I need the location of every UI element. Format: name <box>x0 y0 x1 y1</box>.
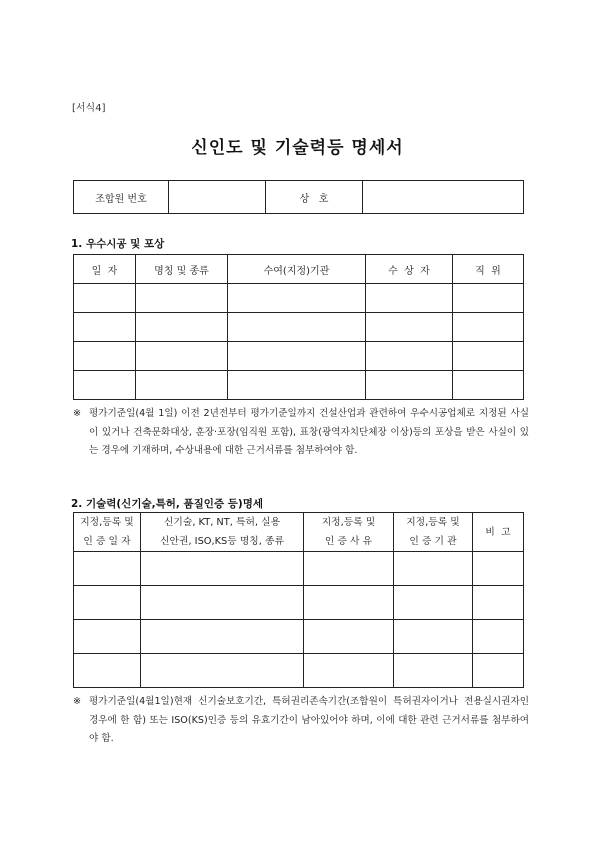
table-row <box>74 552 524 586</box>
table-cell[interactable] <box>453 284 524 313</box>
col-name-type: 명칭 및 종류 <box>136 255 228 284</box>
form-id: [서식4] <box>72 103 106 114</box>
col-date: 일 자 <box>74 255 136 284</box>
table-cell[interactable] <box>366 284 453 313</box>
table-cell[interactable] <box>74 284 136 313</box>
member-no-label: 조합원 번호 <box>74 181 169 214</box>
table-row <box>74 371 524 400</box>
col-recipient: 수 상 자 <box>366 255 453 284</box>
document-title: 신인도 및 기술력등 명세서 <box>191 138 404 158</box>
section2-title: 2. 기술력(신기술,특허, 품질인증 등)명세 <box>71 498 263 510</box>
table-cell[interactable] <box>304 552 394 586</box>
table-row <box>74 586 524 620</box>
col-remarks: 비 고 <box>473 513 524 552</box>
table-cell[interactable] <box>141 620 304 654</box>
table-cell[interactable] <box>473 620 524 654</box>
table-cell[interactable] <box>228 371 366 400</box>
trade-name-field[interactable] <box>363 181 524 214</box>
trade-name-label: 상 호 <box>266 181 363 214</box>
section2-note <box>73 693 529 749</box>
table-cell[interactable] <box>366 313 453 342</box>
table-cell[interactable] <box>228 342 366 371</box>
table-cell[interactable] <box>394 620 473 654</box>
table-cell[interactable] <box>453 313 524 342</box>
member-no-field[interactable] <box>169 181 266 214</box>
table-cell[interactable] <box>228 284 366 313</box>
table-cell[interactable] <box>74 342 136 371</box>
table-cell[interactable] <box>74 313 136 342</box>
table-cell[interactable] <box>136 313 228 342</box>
table-cell[interactable] <box>366 371 453 400</box>
table-cell[interactable] <box>304 586 394 620</box>
table-cell[interactable] <box>304 654 394 688</box>
note-text: 평가기준일(4월1일)현재 신기술보호기간, 특허권리존속기간(조합원이 특허권자이거나 전용실시권자인 경우에 한 함) 또는 ISO(KS)인증 등의 유효기간이 남아있어야 하며, 이에 대한 관련 근거서류를 첨부하여야 함. <box>89 696 529 744</box>
awards-header-row <box>74 255 524 284</box>
table-row <box>74 620 524 654</box>
table-cell[interactable] <box>136 284 228 313</box>
table-cell[interactable] <box>473 586 524 620</box>
table-cell[interactable] <box>136 342 228 371</box>
note-mark: ※ <box>73 408 82 419</box>
table-cell[interactable] <box>74 654 141 688</box>
table-cell[interactable] <box>74 552 141 586</box>
table-row <box>74 342 524 371</box>
table-cell[interactable] <box>473 654 524 688</box>
col-issuer: 수여(지정)기관 <box>228 255 366 284</box>
section1-title: 1. 우수시공 및 포상 <box>71 238 165 250</box>
table-row <box>74 284 524 313</box>
technology-table <box>73 512 524 688</box>
awards-table <box>73 254 524 400</box>
table-cell[interactable] <box>228 313 366 342</box>
col-position: 직 위 <box>453 255 524 284</box>
table-cell[interactable] <box>453 371 524 400</box>
table-cell[interactable] <box>394 586 473 620</box>
table-cell[interactable] <box>366 342 453 371</box>
table-cell[interactable] <box>394 552 473 586</box>
table-cell[interactable] <box>141 552 304 586</box>
col-registration-reason: 지정,등록 및 인 증 사 유 <box>304 513 394 552</box>
col-tech-name-type: 신기술, KT, NT, 특허, 실용 신안권, ISO,KS등 명칭, 종류 <box>141 513 304 552</box>
col-registration-date: 지정,등록 및 인 증 일 자 <box>74 513 141 552</box>
table-cell[interactable] <box>141 586 304 620</box>
table-cell[interactable] <box>394 654 473 688</box>
table-cell[interactable] <box>453 342 524 371</box>
table-cell[interactable] <box>141 654 304 688</box>
col-registration-agency: 지정,등록 및 인 증 기 관 <box>394 513 473 552</box>
member-info-table <box>73 180 524 214</box>
table-cell[interactable] <box>74 371 136 400</box>
table-cell[interactable] <box>74 586 141 620</box>
technology-header-row <box>74 513 524 552</box>
table-row <box>74 654 524 688</box>
table-row <box>74 313 524 342</box>
note-mark: ※ <box>73 696 82 707</box>
note-text: 평가기준일(4월 1일) 이전 2년전부터 평가기준일까지 건설산업과 관련하여 우수시공업체로 지정된 사실이 있거나 건축문화대상, 훈장·포장(임직원 포함), 표창(광역자치단체장 이상)등의 포상을 받은 사실이 있는 경우에 기재하며, 수상내용에 대한 근거서류를 첨부하여야 함. <box>89 408 529 456</box>
section1-note <box>73 405 529 461</box>
table-cell[interactable] <box>304 620 394 654</box>
table-cell[interactable] <box>473 552 524 586</box>
table-cell[interactable] <box>136 371 228 400</box>
table-cell[interactable] <box>74 620 141 654</box>
